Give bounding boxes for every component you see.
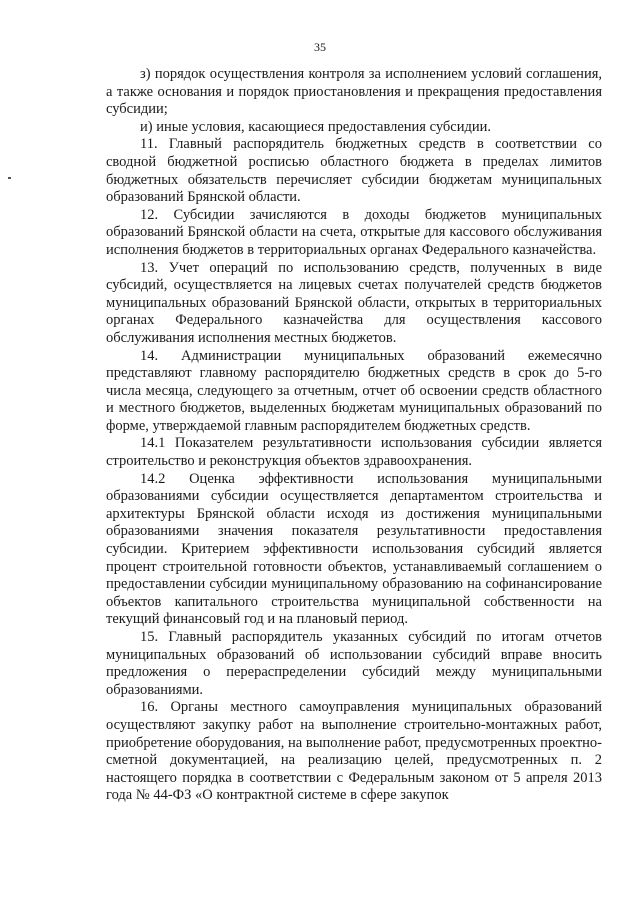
paragraph-i: и) иные условия, касающиеся предоставления субсидии. (140, 118, 491, 135)
paragraph-11: 11. Главный распорядитель бюджетных средств в соответствии со сводной бюджетной росписью областного бюджета в пределах лимитов бюджетных обязательств перечисляет субсидии бюджетам муниципальных образований Брянской области. (106, 136, 602, 206)
paragraph-14-2: 14.2 Оценка эффективности использования муниципальными образованиями субсидии осуществляется департаментом строительства и архитектуры Брянской области исходя из достижения муниципальными образованиями значения показателя результативности предоставления субсидии. Критерием эффективности использования субсидий является процент строительной готовности объектов, устанавливаемый соглашением о предоставлении субсидии муниципальному образованию на софинансирование объектов капитального строительства муниципальной собственности на текущий финансовый год и на плановый период. (106, 470, 602, 628)
document-body (106, 66, 602, 805)
paragraph-14-1: 14.1 Показателем результативности использования субсидии является строительство и реконструкция объектов здравоохранения. (106, 435, 602, 470)
paragraph-z: з) порядок осуществления контроля за исполнением условий соглашения, а также основания и порядок приостановления и прекращения предоставления субсидии; (106, 66, 602, 118)
page-number: 35 (314, 40, 326, 54)
paragraph-14: 14. Администрации муниципальных образований ежемесячно представляют главному распорядителю бюджетных средств в срок до 5-го числа месяца, следующего за отчетным, отчет об освоении средств областного и местного бюджетов, выделенных бюджетам муниципальных образований по форме, утверждаемой главным распорядителем бюджетных средств. (106, 347, 602, 434)
paragraph-15: 15. Главный распорядитель указанных субсидий по итогам отчетов муниципальных образований об использовании субсидий вправе вносить предложения о перераспределении субсидий между муниципальными образованиями. (106, 629, 602, 698)
paragraph-16: 16. Органы местного самоуправления муниципальных образований осуществляют закупку работ на выполнение строительно-монтажных работ, приобретение оборудования, на выполнение работ, предусмотренных проектно-сметной документацией, на реализацию целей, предусмотренных п. 2 настоящего порядка в соответствии с Федеральным законом от 5 апреля 2013 года № 44-ФЗ «О контрактной системе в сфере закупок (106, 699, 602, 804)
paragraph-13: 13. Учет операций по использованию средств, полученных в виде субсидий, осуществляется на лицевых счетах получателей средств бюджетов муниципальных образований Брянской области, открытых в территориальных органах Федерального казначейства для осуществления кассового обслуживания исполнения местных бюджетов. (106, 259, 602, 346)
paragraph-12: 12. Субсидии зачисляются в доходы бюджетов муниципальных образований Брянской области на счета, открытые для кассового обслуживания исполнения бюджетов в территориальных органах Федерального казначейства. (106, 206, 602, 258)
margin-mark (8, 177, 11, 179)
